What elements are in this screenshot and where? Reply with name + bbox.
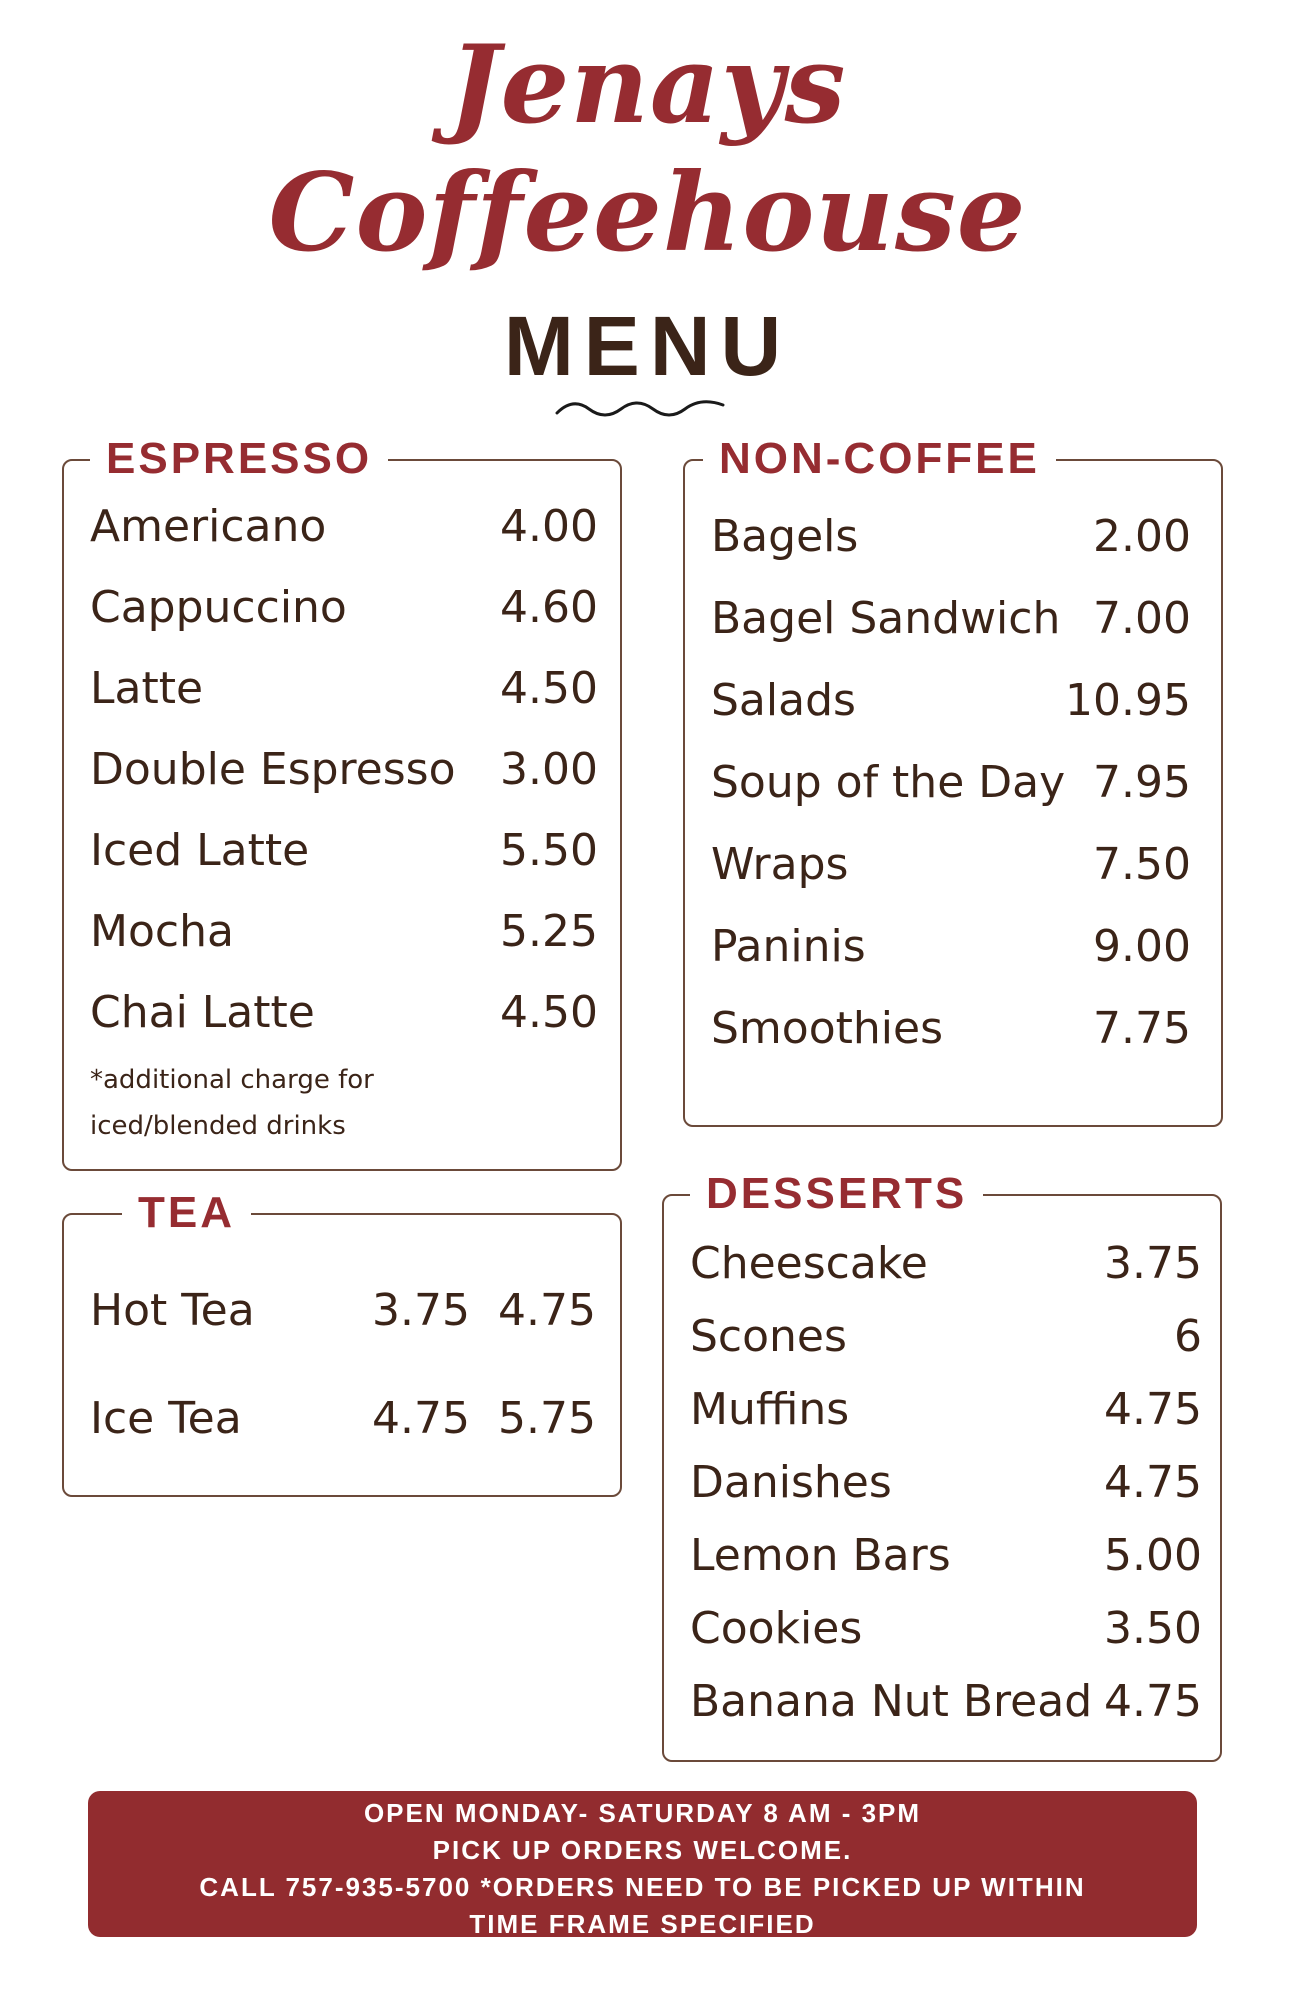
item-price: 7.00 bbox=[1093, 593, 1191, 644]
item-price: 5.75 bbox=[498, 1393, 596, 1444]
item-price: 9.00 bbox=[1093, 921, 1191, 972]
item-name: Ice Tea bbox=[90, 1393, 242, 1444]
item-price: 3.75 bbox=[372, 1285, 470, 1336]
item-name: Latte bbox=[90, 663, 204, 714]
item-price: 5.50 bbox=[500, 825, 598, 876]
item-price: 3.75 bbox=[1104, 1238, 1202, 1289]
item-name: Salads bbox=[711, 675, 856, 726]
item-name: Soup of the Day bbox=[711, 757, 1066, 808]
item-name: Cheescake bbox=[690, 1238, 928, 1289]
item-price: 4.75 bbox=[1104, 1457, 1202, 1508]
item-price: 5.25 bbox=[500, 906, 598, 957]
item-name: Wraps bbox=[711, 839, 849, 890]
brand-name-line1: Jenays bbox=[448, 22, 847, 148]
note-line1: *additional charge for bbox=[90, 1065, 374, 1095]
item-name: Americano bbox=[90, 501, 327, 552]
item-price: 4.00 bbox=[500, 501, 598, 552]
item-name: Bagel Sandwich bbox=[711, 593, 1061, 644]
brand-name-line2: Coffeehouse bbox=[268, 150, 1027, 276]
espresso-section bbox=[62, 434, 622, 1171]
hours-line: OPEN MONDAY- SATURDAY 8 AM - 3PM bbox=[363, 1798, 922, 1828]
item-price: 5.00 bbox=[1104, 1530, 1202, 1581]
item-name: Banana Nut Bread bbox=[690, 1676, 1093, 1727]
phone-line: CALL 757-935-5700 *ORDERS NEED TO BE PICKED UP WITHIN bbox=[199, 1872, 1086, 1902]
item-name: Muffins bbox=[690, 1384, 850, 1435]
item-name: Double Espresso bbox=[90, 744, 456, 795]
pickup-line: PICK UP ORDERS WELCOME. bbox=[432, 1835, 853, 1865]
hours-banner bbox=[88, 1791, 1197, 1937]
item-price: 4.75 bbox=[372, 1393, 470, 1444]
item-name: Iced Latte bbox=[90, 825, 310, 876]
item-name: Danishes bbox=[690, 1457, 892, 1508]
item-price: 4.75 bbox=[498, 1285, 596, 1336]
item-name: Bagels bbox=[711, 511, 859, 562]
item-price: 6 bbox=[1174, 1311, 1202, 1362]
squiggle-divider-icon bbox=[555, 395, 725, 419]
non-coffee-title: NON-COFFEE bbox=[703, 433, 1056, 485]
espresso-title: ESPRESSO bbox=[90, 433, 388, 485]
non-coffee-section bbox=[683, 434, 1223, 1127]
item-price: 7.50 bbox=[1093, 839, 1191, 890]
item-price: 7.75 bbox=[1093, 1003, 1191, 1054]
espresso-note bbox=[90, 1057, 490, 1149]
item-name: Lemon Bars bbox=[690, 1530, 951, 1581]
item-price: 4.50 bbox=[500, 663, 598, 714]
note-line2: iced/blended drinks bbox=[90, 1111, 346, 1141]
item-name: Scones bbox=[690, 1311, 847, 1362]
item-price: 4.75 bbox=[1104, 1676, 1202, 1727]
item-price: 4.60 bbox=[500, 582, 598, 633]
item-price: 3.00 bbox=[500, 744, 598, 795]
desserts-title: DESSERTS bbox=[690, 1168, 983, 1220]
item-price: 4.50 bbox=[500, 987, 598, 1038]
tea-section bbox=[62, 1188, 622, 1497]
item-price: 3.50 bbox=[1104, 1603, 1202, 1654]
item-name: Mocha bbox=[90, 906, 234, 957]
item-price: 10.95 bbox=[1065, 675, 1191, 726]
tea-title: TEA bbox=[122, 1187, 251, 1239]
item-price: 7.95 bbox=[1093, 757, 1191, 808]
item-name: Chai Latte bbox=[90, 987, 315, 1038]
desserts-section bbox=[662, 1169, 1222, 1762]
item-name: Cappuccino bbox=[90, 582, 347, 633]
timeframe-line: TIME FRAME SPECIFIED bbox=[469, 1909, 816, 1939]
menu-title: MENU bbox=[503, 299, 792, 393]
item-name: Smoothies bbox=[711, 1003, 943, 1054]
item-name: Paninis bbox=[711, 921, 866, 972]
item-name: Cookies bbox=[690, 1603, 863, 1654]
item-price: 4.75 bbox=[1104, 1384, 1202, 1435]
item-price: 2.00 bbox=[1093, 511, 1191, 562]
item-name: Hot Tea bbox=[90, 1285, 255, 1336]
